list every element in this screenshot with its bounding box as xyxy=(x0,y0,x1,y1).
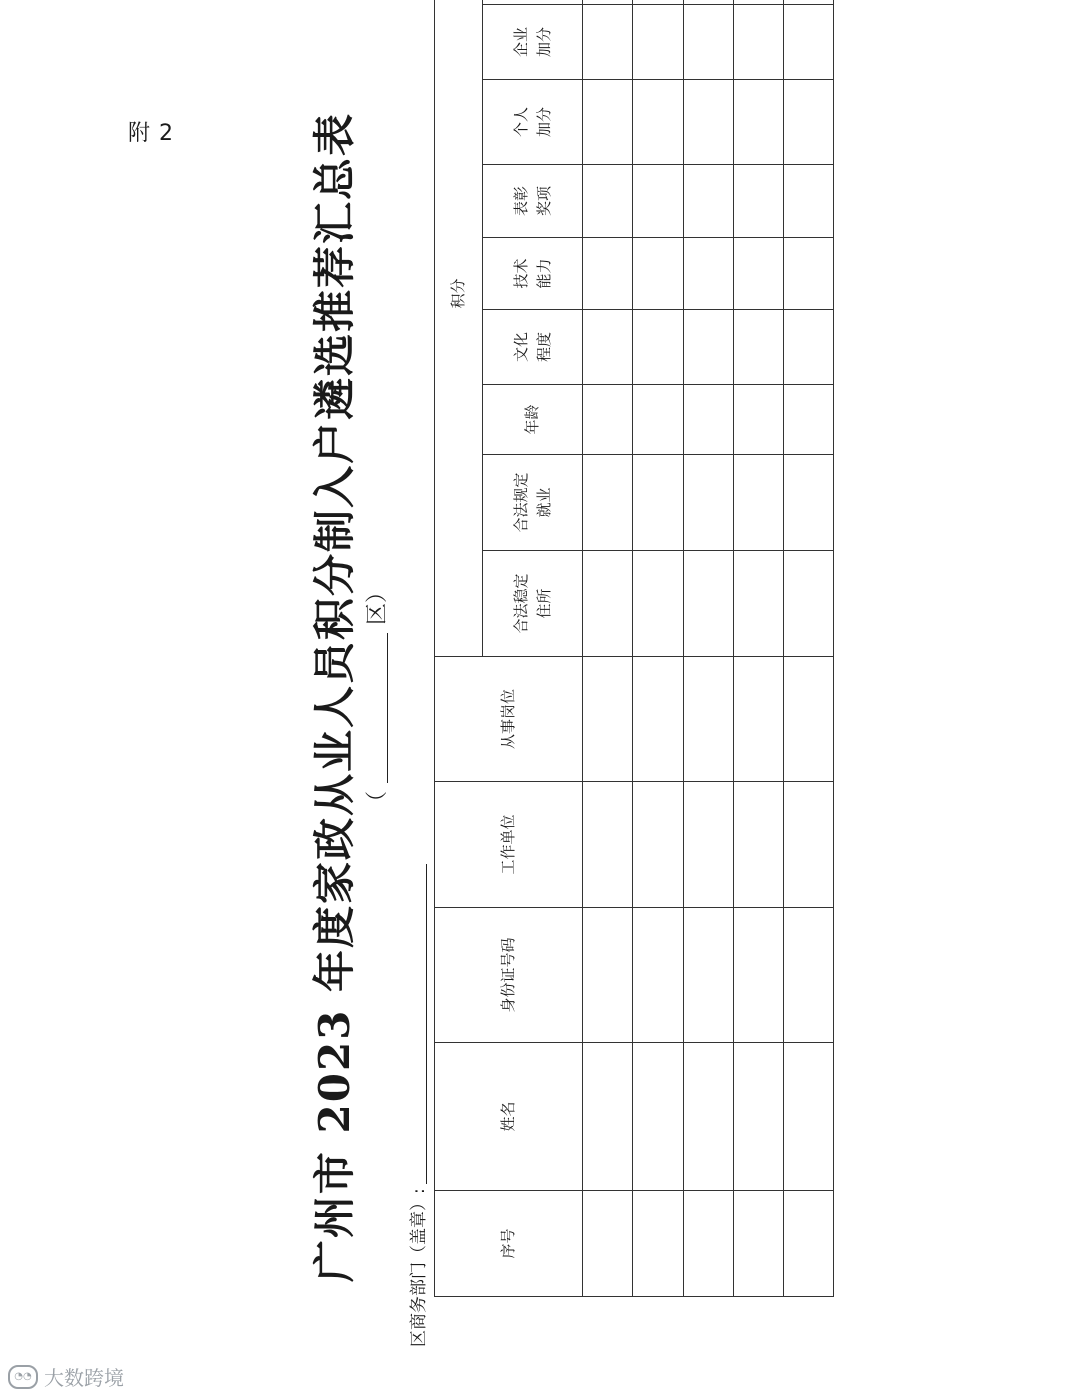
header-employment-line1: 合法规定 xyxy=(512,472,531,533)
table-cell[interactable] xyxy=(733,551,783,657)
header-company-bonus-line2: 加分 xyxy=(534,27,553,58)
table-cell[interactable] xyxy=(733,310,783,385)
table-cell[interactable] xyxy=(583,1191,633,1297)
header-personal-bonus xyxy=(483,80,583,165)
table-cell[interactable] xyxy=(683,5,733,80)
header-total xyxy=(483,0,583,5)
table-cell[interactable] xyxy=(633,5,683,80)
table-cell[interactable] xyxy=(583,551,633,657)
summary-table xyxy=(434,0,834,1297)
table-cell[interactable] xyxy=(783,165,833,238)
table-cell[interactable] xyxy=(733,908,783,1043)
table-row xyxy=(733,0,783,1297)
table-cell[interactable] xyxy=(683,657,733,782)
table-cell[interactable] xyxy=(683,1191,733,1297)
table-cell[interactable] xyxy=(633,1043,683,1191)
table-row xyxy=(683,0,733,1297)
table-cell[interactable] xyxy=(783,80,833,165)
table-cell[interactable] xyxy=(733,0,783,5)
table-cell[interactable] xyxy=(783,782,833,908)
table-cell[interactable] xyxy=(633,238,683,310)
table-cell[interactable] xyxy=(733,80,783,165)
district-blank[interactable] xyxy=(365,633,388,783)
table-cell[interactable] xyxy=(733,165,783,238)
header-education-line2: 程度 xyxy=(534,332,553,363)
header-seq: 序号 xyxy=(435,1191,583,1297)
table-cell[interactable] xyxy=(783,1043,833,1191)
table-row xyxy=(633,0,683,1297)
header-personal-bonus-line2: 加分 xyxy=(534,107,553,138)
header-skill-line2: 能力 xyxy=(534,258,553,289)
table-cell[interactable] xyxy=(633,165,683,238)
table-cell[interactable] xyxy=(633,1191,683,1297)
header-education xyxy=(483,310,583,385)
table-cell[interactable] xyxy=(633,551,683,657)
table-cell[interactable] xyxy=(783,310,833,385)
table-cell[interactable] xyxy=(583,455,633,551)
header-awards-line2: 奖项 xyxy=(534,186,553,217)
table-cell[interactable] xyxy=(733,238,783,310)
table-cell[interactable] xyxy=(733,455,783,551)
table-cell[interactable] xyxy=(783,551,833,657)
table-cell[interactable] xyxy=(733,782,783,908)
table-cell[interactable] xyxy=(633,908,683,1043)
district-suffix: 区 xyxy=(365,603,390,626)
header-residence xyxy=(483,551,583,657)
header-awards xyxy=(483,165,583,238)
district-close-paren: ） xyxy=(365,580,390,603)
header-personal-bonus-line1: 个人 xyxy=(512,107,531,138)
table-cell[interactable] xyxy=(783,238,833,310)
table-cell[interactable] xyxy=(683,551,733,657)
table-cell[interactable] xyxy=(583,238,633,310)
table-cell[interactable] xyxy=(583,80,633,165)
table-cell[interactable] xyxy=(583,908,633,1043)
table-cell[interactable] xyxy=(583,385,633,455)
table-cell[interactable] xyxy=(633,455,683,551)
table-cell[interactable] xyxy=(633,657,683,782)
header-employment-line2: 就业 xyxy=(534,487,553,518)
header-education-line1: 文化 xyxy=(512,332,531,363)
rotated-form xyxy=(294,27,839,1347)
attachment-label: 附 2 xyxy=(128,121,174,146)
table-cell[interactable] xyxy=(683,908,733,1043)
table-cell[interactable] xyxy=(633,385,683,455)
table-cell[interactable] xyxy=(583,0,633,5)
table-cell[interactable] xyxy=(783,385,833,455)
watermark xyxy=(8,1362,124,1391)
header-id-number: 身份证号码 xyxy=(435,908,583,1043)
department-line xyxy=(404,864,429,1347)
table-cell[interactable] xyxy=(683,0,733,5)
header-skill xyxy=(483,238,583,310)
table-cell[interactable] xyxy=(583,657,633,782)
table-cell[interactable] xyxy=(683,165,733,238)
table-cell[interactable] xyxy=(733,1191,783,1297)
table-cell[interactable] xyxy=(633,0,683,5)
form-title: 广州市 2023 年度家政从业人员积分制入户遴选推荐汇总表 xyxy=(310,111,359,1283)
table-cell[interactable] xyxy=(633,310,683,385)
department-blank[interactable] xyxy=(410,864,427,1184)
district-line xyxy=(360,47,391,1347)
table-cell[interactable] xyxy=(683,1043,733,1191)
header-residence-line2: 住所 xyxy=(534,588,553,619)
table-cell[interactable] xyxy=(633,782,683,908)
header-company-bonus-line1: 企业 xyxy=(512,27,531,58)
table-cell[interactable] xyxy=(683,310,733,385)
table-cell[interactable] xyxy=(583,165,633,238)
table-row xyxy=(783,0,833,1297)
header-position: 从事岗位 xyxy=(435,657,583,782)
department-label: 区商务部门（盖章）: xyxy=(409,1188,429,1347)
table-cell[interactable] xyxy=(733,1043,783,1191)
header-skill-line1: 技术 xyxy=(512,258,531,289)
header-row-1 xyxy=(435,0,483,1297)
table-cell[interactable] xyxy=(783,5,833,80)
table-cell[interactable] xyxy=(733,5,783,80)
table-cell[interactable] xyxy=(733,657,783,782)
table-cell[interactable] xyxy=(683,455,733,551)
table-cell[interactable] xyxy=(583,5,633,80)
table-body xyxy=(583,0,834,1297)
table-cell[interactable] xyxy=(783,908,833,1043)
table-cell[interactable] xyxy=(583,1043,633,1191)
header-employment xyxy=(483,455,583,551)
header-residence-line1: 合法稳定 xyxy=(512,573,531,634)
district-open-paren: （ xyxy=(365,791,390,814)
table-cell[interactable] xyxy=(783,455,833,551)
header-company-bonus xyxy=(483,5,583,80)
watermark-text: 大数跨境 xyxy=(44,1366,124,1390)
table-cell[interactable] xyxy=(683,80,733,165)
table-cell[interactable] xyxy=(633,80,683,165)
table-cell[interactable] xyxy=(583,310,633,385)
header-age: 年龄 xyxy=(483,385,583,455)
header-employer: 工作单位 xyxy=(435,782,583,908)
header-points-group: 积分 xyxy=(435,0,483,657)
header-awards-line1: 表彰 xyxy=(512,186,531,217)
table-cell[interactable] xyxy=(733,385,783,455)
table-cell[interactable] xyxy=(683,782,733,908)
watermark-logo-icon: ◔◔ xyxy=(8,1365,38,1389)
table-row xyxy=(583,0,633,1297)
table-cell[interactable] xyxy=(783,0,833,5)
table-cell[interactable] xyxy=(683,238,733,310)
table-cell[interactable] xyxy=(583,782,633,908)
table-cell[interactable] xyxy=(683,385,733,455)
table-cell[interactable] xyxy=(783,1191,833,1297)
table-cell[interactable] xyxy=(783,657,833,782)
header-name: 姓名 xyxy=(435,1043,583,1191)
